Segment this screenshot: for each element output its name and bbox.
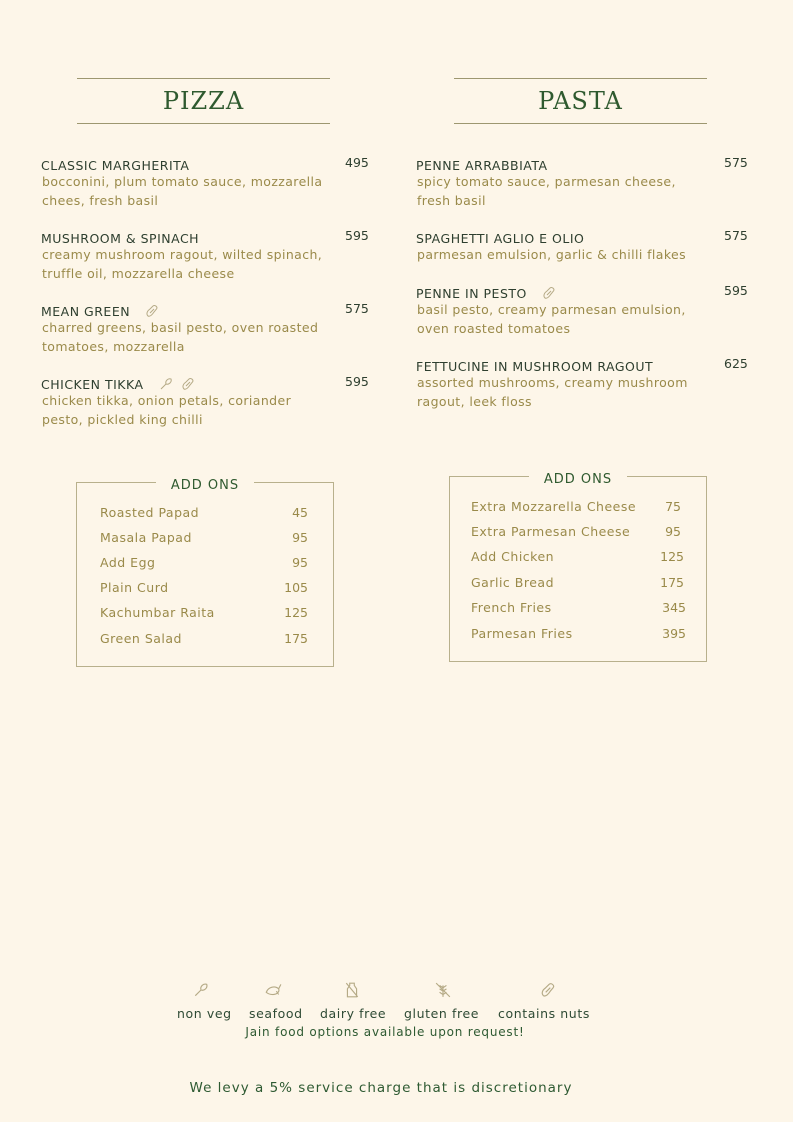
nuts-icon xyxy=(145,304,159,318)
addon-price: 175 xyxy=(660,575,684,590)
item-description: creamy mushroom ragout, wilted spinach, truffle oil, mozzarella cheese xyxy=(42,247,323,281)
item-name: MUSHROOM & SPINACH xyxy=(41,231,200,246)
addon-name: Green Salad xyxy=(100,631,182,646)
addon-name: Extra Mozzarella Cheese xyxy=(471,499,637,514)
item-description: chicken tikka, onion petals, coriander pesto, pickled king chilli xyxy=(42,393,292,427)
non-veg-icon xyxy=(159,377,173,391)
pasta-heading xyxy=(454,78,707,124)
service-charge-note: We levy a 5% service charge that is discretionary xyxy=(189,1080,573,1096)
item-name: PENNE IN PESTO xyxy=(416,286,527,301)
jain-note: Jain food options available upon request! xyxy=(245,1025,525,1039)
menu-item xyxy=(416,155,746,210)
addon-price: 105 xyxy=(284,580,308,595)
menu-item xyxy=(41,155,369,210)
menu-item xyxy=(41,374,369,429)
addon-name: Add Egg xyxy=(100,555,156,570)
item-description: parmesan emulsion, garlic & chilli flakes xyxy=(417,247,687,262)
addon-price: 125 xyxy=(284,605,308,620)
item-price: 595 xyxy=(345,374,369,389)
pizza-heading xyxy=(77,78,330,124)
addon-price: 45 xyxy=(292,505,308,520)
addon-name: Roasted Papad xyxy=(100,505,200,520)
addon-price: 345 xyxy=(662,600,686,615)
item-price: 625 xyxy=(724,356,748,371)
addon-name: Kachumbar Raita xyxy=(100,605,215,620)
addon-price: 95 xyxy=(665,524,681,539)
item-price: 575 xyxy=(724,228,748,243)
legend-label-gluten-free: gluten free xyxy=(404,1006,480,1021)
seafood-icon xyxy=(264,982,282,998)
item-name: SPAGHETTI AGLIO E OLIO xyxy=(416,231,585,246)
item-name: MEAN GREEN xyxy=(41,304,131,319)
item-name: PENNE ARRABBIATA xyxy=(416,158,548,173)
item-name: CLASSIC MARGHERITA xyxy=(41,158,190,173)
pizza-title: PIZZA xyxy=(162,87,245,115)
addon-name: Extra Parmesan Cheese xyxy=(471,524,631,539)
gluten-free-icon xyxy=(435,982,451,998)
item-description: assorted mushrooms, creamy mushroom ragout, leek floss xyxy=(417,375,688,409)
item-name: FETTUCINE IN MUSHROOM RAGOUT xyxy=(416,359,654,374)
legend-label-non-veg: non veg xyxy=(177,1006,232,1021)
item-price: 575 xyxy=(724,155,748,170)
item-price: 495 xyxy=(345,155,369,170)
dairy-free-icon xyxy=(345,982,359,998)
menu-item xyxy=(41,228,369,283)
addon-name: Parmesan Fries xyxy=(471,626,573,641)
legend-label-seafood: seafood xyxy=(249,1006,303,1021)
menu-item xyxy=(416,283,746,338)
legend-label-dairy-free: dairy free xyxy=(320,1006,387,1021)
addon-price: 95 xyxy=(292,555,308,570)
menu-item xyxy=(416,356,746,411)
nuts-icon xyxy=(542,286,556,300)
item-price: 575 xyxy=(345,301,369,316)
nuts-icon xyxy=(540,982,556,998)
item-description: spicy tomato sauce, parmesan cheese, fresh basil xyxy=(417,174,676,208)
nuts-icon xyxy=(181,377,195,391)
item-description: basil pesto, creamy parmesan emulsion, oven roasted tomatoes xyxy=(417,302,686,336)
addons-title: ADD ONS xyxy=(529,472,627,487)
addon-price: 75 xyxy=(665,499,681,514)
addon-price: 175 xyxy=(284,631,308,646)
menu-item xyxy=(416,228,746,265)
addon-name: Masala Papad xyxy=(100,530,192,545)
addon-price: 95 xyxy=(292,530,308,545)
addon-name: Add Chicken xyxy=(471,549,555,564)
legend-label-contains-nuts: contains nuts xyxy=(498,1006,590,1021)
addon-price: 395 xyxy=(662,626,686,641)
item-price: 595 xyxy=(345,228,369,243)
addon-price: 125 xyxy=(660,549,684,564)
item-description: bocconini, plum tomato sauce, mozzarella chees, fresh basil xyxy=(42,174,323,208)
item-description: charred greens, basil pesto, oven roasted tomatoes, mozzarella xyxy=(42,320,319,354)
item-name: CHICKEN TIKKA xyxy=(41,377,144,392)
addon-name: Plain Curd xyxy=(100,580,169,595)
pasta-title: PASTA xyxy=(538,87,623,115)
menu-item xyxy=(41,301,369,356)
item-price: 595 xyxy=(724,283,748,298)
addon-name: French Fries xyxy=(471,600,552,615)
non-veg-icon xyxy=(193,982,209,998)
addons-title: ADD ONS xyxy=(156,478,254,493)
addon-name: Garlic Bread xyxy=(471,575,555,590)
